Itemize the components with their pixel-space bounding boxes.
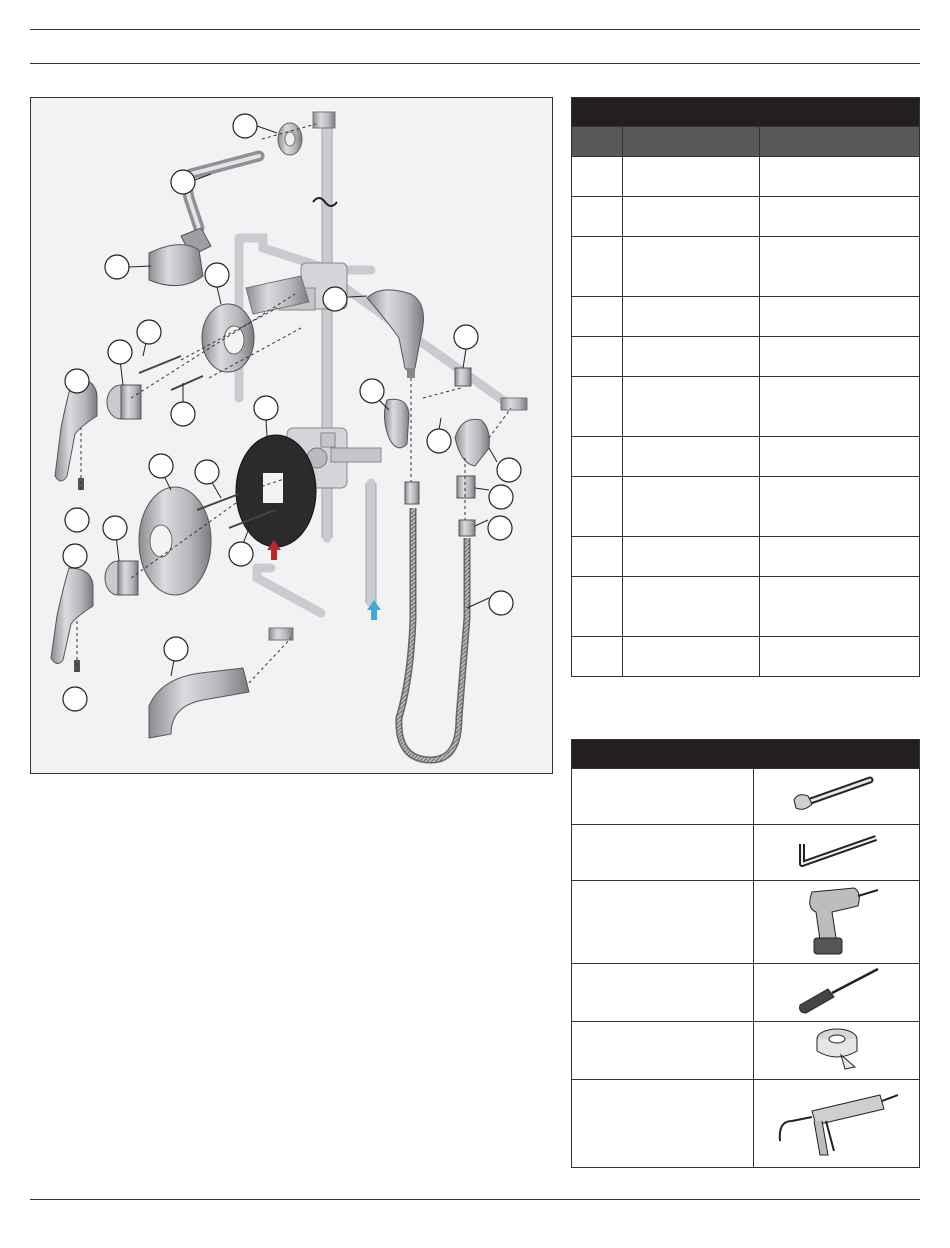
- drop-ear-elbow: [313, 112, 335, 128]
- table-cell: [760, 577, 920, 637]
- table-cell: [760, 377, 920, 437]
- tool-picture: [754, 825, 920, 881]
- table-cell: [572, 437, 623, 477]
- table-cell: [572, 537, 623, 577]
- hand-shower-holder: [384, 399, 409, 448]
- table-row: [572, 377, 920, 437]
- tool-picture: [754, 964, 920, 1022]
- callout-20: [488, 516, 512, 540]
- table-cell: [623, 157, 760, 197]
- table-cell: [572, 237, 623, 297]
- spout-nipple: [269, 628, 293, 640]
- parts-table: [571, 97, 920, 677]
- header-rule: [30, 63, 920, 64]
- table-cell: [760, 477, 920, 537]
- callout-25: [63, 687, 87, 711]
- tools-table-title: [572, 740, 920, 769]
- table-cell: [760, 237, 920, 297]
- lower-lever-handle: [51, 568, 93, 664]
- callout-21: [229, 542, 253, 566]
- plumbers-tape-icon: [807, 1023, 867, 1073]
- table-cell: [623, 637, 760, 677]
- table-row: [572, 1080, 920, 1168]
- callout-24: [164, 637, 188, 661]
- callout-4: [205, 263, 229, 287]
- table-cell: [760, 637, 920, 677]
- tool-picture: [754, 1022, 920, 1080]
- callout-17: [489, 485, 513, 509]
- table-row: [572, 769, 920, 825]
- callout-18: [65, 508, 89, 532]
- callout-22: [63, 544, 87, 568]
- supply-nipple: [501, 398, 527, 410]
- table-row: [572, 577, 920, 637]
- table-cell: [623, 297, 760, 337]
- callout-3: [105, 255, 129, 279]
- table-cell: [572, 337, 623, 377]
- hose-nut: [459, 520, 475, 536]
- table-row: [572, 337, 920, 377]
- table-cell: [623, 337, 760, 377]
- table-row: [572, 297, 920, 337]
- tool-name: [572, 825, 754, 881]
- callout-10: [171, 402, 195, 426]
- table-row: [572, 157, 920, 197]
- table-cell: [760, 537, 920, 577]
- tool-picture: [754, 881, 920, 964]
- top-rule: [30, 29, 920, 30]
- tool-name: [572, 1080, 754, 1168]
- parts-col-header: [623, 127, 760, 157]
- callout-2: [171, 170, 195, 194]
- callout-19: [103, 516, 127, 540]
- table-cell: [623, 197, 760, 237]
- shower-head: [149, 228, 211, 286]
- callout-9: [65, 369, 89, 393]
- tool-picture: [754, 769, 920, 825]
- table-row: [572, 437, 920, 477]
- holder-bracket: [455, 368, 471, 386]
- table-cell: [623, 437, 760, 477]
- callout-7: [108, 340, 132, 364]
- hose-adapter: [457, 476, 475, 498]
- table-cell: [623, 377, 760, 437]
- diagram-svg: [31, 98, 553, 774]
- table-cell: [572, 157, 623, 197]
- callout-8: [454, 325, 478, 349]
- table-cell: [623, 477, 760, 537]
- table-cell: [760, 197, 920, 237]
- callout-14: [497, 458, 521, 482]
- callout-16: [195, 460, 219, 484]
- parts-col-header: [572, 127, 623, 157]
- callout-11: [360, 379, 384, 403]
- table-row: [572, 477, 920, 537]
- table-cell: [760, 297, 920, 337]
- table-cell: [623, 537, 760, 577]
- tool-name: [572, 881, 754, 964]
- table-row: [572, 964, 920, 1022]
- table-cell: [572, 297, 623, 337]
- footer-rule: [30, 1199, 920, 1200]
- callout-1: [233, 114, 257, 138]
- table-cell: [760, 437, 920, 477]
- table-cell: [623, 237, 760, 297]
- callout-23: [489, 591, 513, 615]
- table-cell: [572, 197, 623, 237]
- callout-15: [149, 454, 173, 478]
- hex-key-icon: [792, 830, 882, 870]
- table-row: [572, 1022, 920, 1080]
- callout-6: [137, 320, 161, 344]
- table-row: [572, 637, 920, 677]
- parts-table-title: [572, 98, 920, 127]
- table-cell: [572, 477, 623, 537]
- tool-name: [572, 769, 754, 825]
- parts-col-header: [760, 127, 920, 157]
- tools-table: [571, 739, 920, 1168]
- table-row: [572, 825, 920, 881]
- table-row: [572, 197, 920, 237]
- table-cell: [760, 337, 920, 377]
- caulk-gun-icon: [772, 1081, 902, 1161]
- callout-5: [323, 287, 347, 311]
- adjustable-wrench-icon: [792, 774, 882, 814]
- tool-name: [572, 964, 754, 1022]
- table-row: [572, 537, 920, 577]
- table-cell: [572, 637, 623, 677]
- table-cell: [572, 577, 623, 637]
- shower-hose: [399, 508, 467, 760]
- exploded-parts-diagram: [30, 97, 553, 774]
- hand-shower: [367, 290, 423, 378]
- tool-name: [572, 1022, 754, 1080]
- tub-spout: [149, 668, 249, 738]
- table-row: [572, 881, 920, 964]
- power-drill-icon: [792, 882, 882, 958]
- hose-end-fitting: [405, 482, 419, 504]
- screwdriver-icon: [792, 965, 882, 1015]
- wall-supply-elbow: [455, 419, 489, 466]
- tool-picture: [754, 1080, 920, 1168]
- table-cell: [623, 577, 760, 637]
- table-cell: [760, 157, 920, 197]
- table-cell: [572, 377, 623, 437]
- callout-12: [254, 396, 278, 420]
- callout-13: [427, 429, 451, 453]
- table-row: [572, 237, 920, 297]
